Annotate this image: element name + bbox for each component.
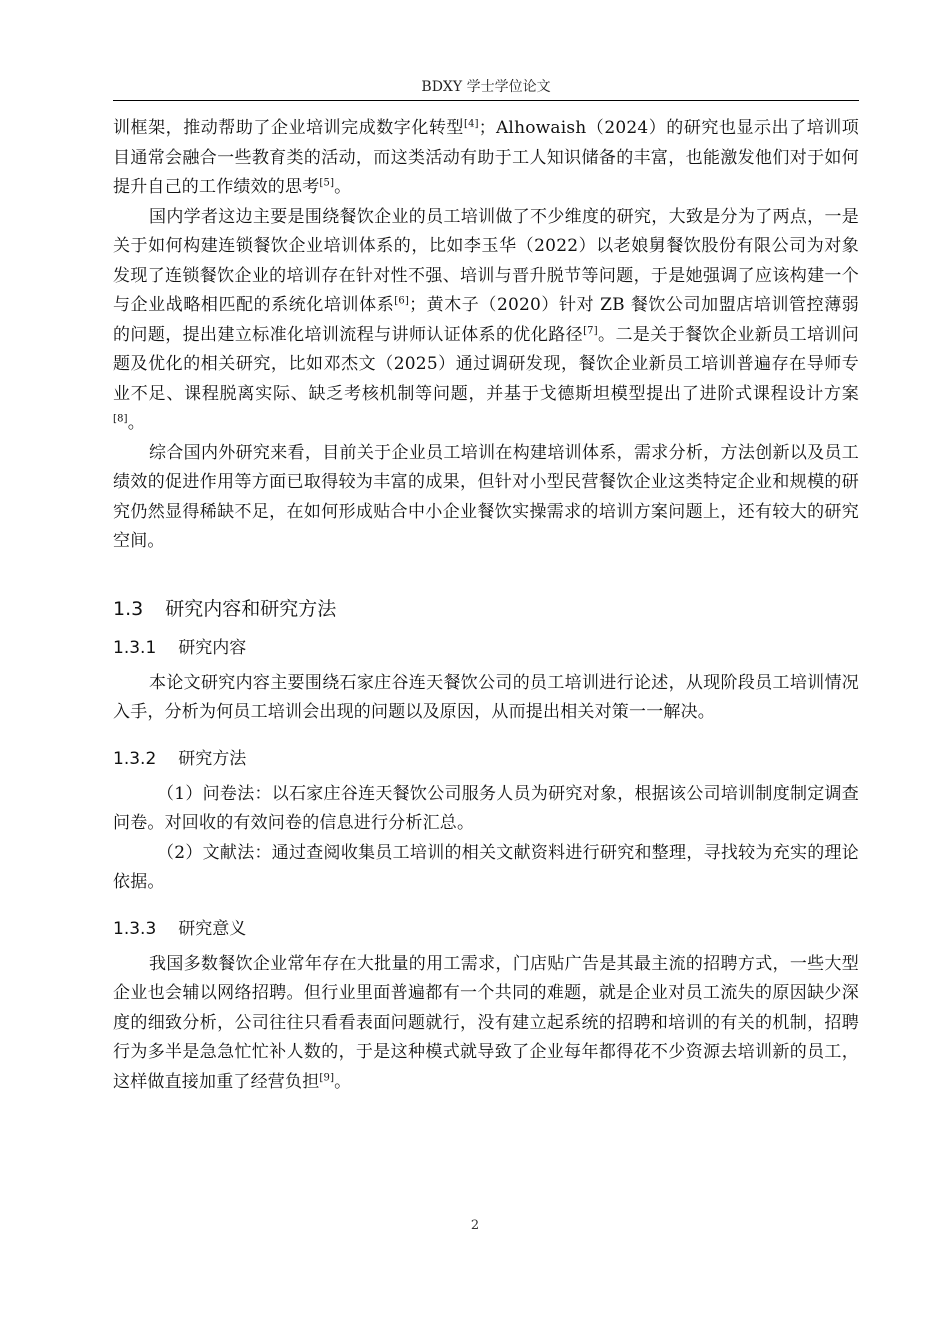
page-number: 2 <box>470 1218 480 1233</box>
page-body <box>113 114 859 1097</box>
section-number: 1.3.3 <box>113 918 157 939</box>
list-item-questionnaire: （1）问卷法：以石家庄谷连天餐饮公司服务人员为研究对象，根据该公司培训制度制定调查问卷。对回收的有效问卷的信息进行分析汇总。 <box>113 783 859 833</box>
section-number: 1.3.2 <box>113 748 157 769</box>
section-number: 1.3.1 <box>113 637 157 658</box>
running-header <box>113 74 859 101</box>
section-heading-1-3 <box>113 597 859 621</box>
citation-ref: [7] <box>583 324 598 336</box>
text-segment: 国内学者这边主要是围绕餐饮企业的员工培训做了不少维度的研究，大致是分为了两点，一是关于如何构建连锁餐饮企业培训体系的，比如李玉华（2022）以老娘舅餐饮股份有限公司为对象发现了连锁餐饮企业的培训存在针对性不强、培训与晋升脱节等问题，于是她强调了应该构建一个与企业战略相匹配的系统化培训体系 <box>113 206 859 315</box>
citation-ref: [9] <box>319 1071 335 1083</box>
citation-ref: [6] <box>394 295 410 307</box>
text-segment: 。 <box>334 1071 352 1092</box>
paragraph-summary: 综合国内外研究来看，目前关于企业员工培训在构建培训体系，需求分析，方法创新以及员工绩效的促进作用等方面已取得较为丰富的成果，但针对小型民营餐饮企业这类特定企业和规模的研究仍然显得稀缺不足，在如何形成贴合中小企业餐饮实操需求的培训方案问题上，还有较大的研究空间。 <box>113 442 859 551</box>
paragraph-foreign-research <box>113 114 859 203</box>
citation-ref: [5] <box>319 177 335 189</box>
section-heading-1-3-3 <box>113 918 859 940</box>
section-heading-1-3-2 <box>113 748 859 770</box>
list-item-literature: （2）文献法：通过查阅收集员工培训的相关文献资料进行研究和整理，寻找较为充实的理论依据。 <box>113 842 859 892</box>
text-segment: 训框架，推动帮助了企业培训完成数字化转型 <box>113 118 464 138</box>
paragraph-research-content: 本论文研究内容主要围绕石家庄谷连天餐饮公司的员工培训进行论述，从现阶段员工培训情况入手，分析为何员工培训会出现的问题以及原因，从而提出相关对策一一解决。 <box>113 672 859 722</box>
paragraph-research-significance <box>113 950 859 1098</box>
text-segment: 我国多数餐饮企业常年存在大批量的用工需求，门店贴广告是其最主流的招聘方式，一些大型企业也会辅以网络招聘。但行业里面普遍都有一个共同的难题，就是企业对员工流失的原因缺少深度的细致分析，公司往往只看看表面问题就行，没有建立起系统的招聘和培训的有关的机制，招聘行为多半是急急忙忙补人数的，于是这种模式就导致了企业每年都得花不少资源去培训新的员工，这样做直接加重了经营负担 <box>113 953 859 1092</box>
section-title: 研究内容 <box>178 637 247 658</box>
paragraph-domestic-research <box>113 203 859 439</box>
citation-ref: [4] <box>463 118 479 130</box>
section-number: 1.3 <box>113 597 144 620</box>
text-segment: ；Alhowaish（2024）的研究也显示出了培训项目通常会融合一些教育类的活动，而这类活动有助于工人知识储备的丰富，也能激发他们对于如何提升自己的工作绩效的思考 <box>113 118 859 197</box>
section-title: 研究内容和研究方法 <box>165 597 337 620</box>
text-segment: 。二是关于餐饮企业新员工培训问题及优化的相关研究，比如邓杰文（2025）通过调研发现，餐饮企业新员工培训普遍存在导师专业不足、课程脱离实际、缺乏考核机制等问题，并基于戈德斯坦模型提出了进阶式课程设计方案 <box>113 324 859 404</box>
section-title: 研究方法 <box>178 748 247 769</box>
header-title: BDXY 学士学位论文 <box>421 79 551 95</box>
section-title: 研究意义 <box>178 918 247 939</box>
text-segment: 。 <box>334 177 352 197</box>
citation-ref: [8] <box>113 413 128 425</box>
text-segment: ；黄木子（2020）针对 ZB 餐饮公司加盟店培训管控薄弱的问题，提出建立标准化培训流程与讲师认证体系的优化路径 <box>113 295 859 345</box>
section-heading-1-3-1 <box>113 637 859 659</box>
text-segment: 。 <box>127 413 145 433</box>
